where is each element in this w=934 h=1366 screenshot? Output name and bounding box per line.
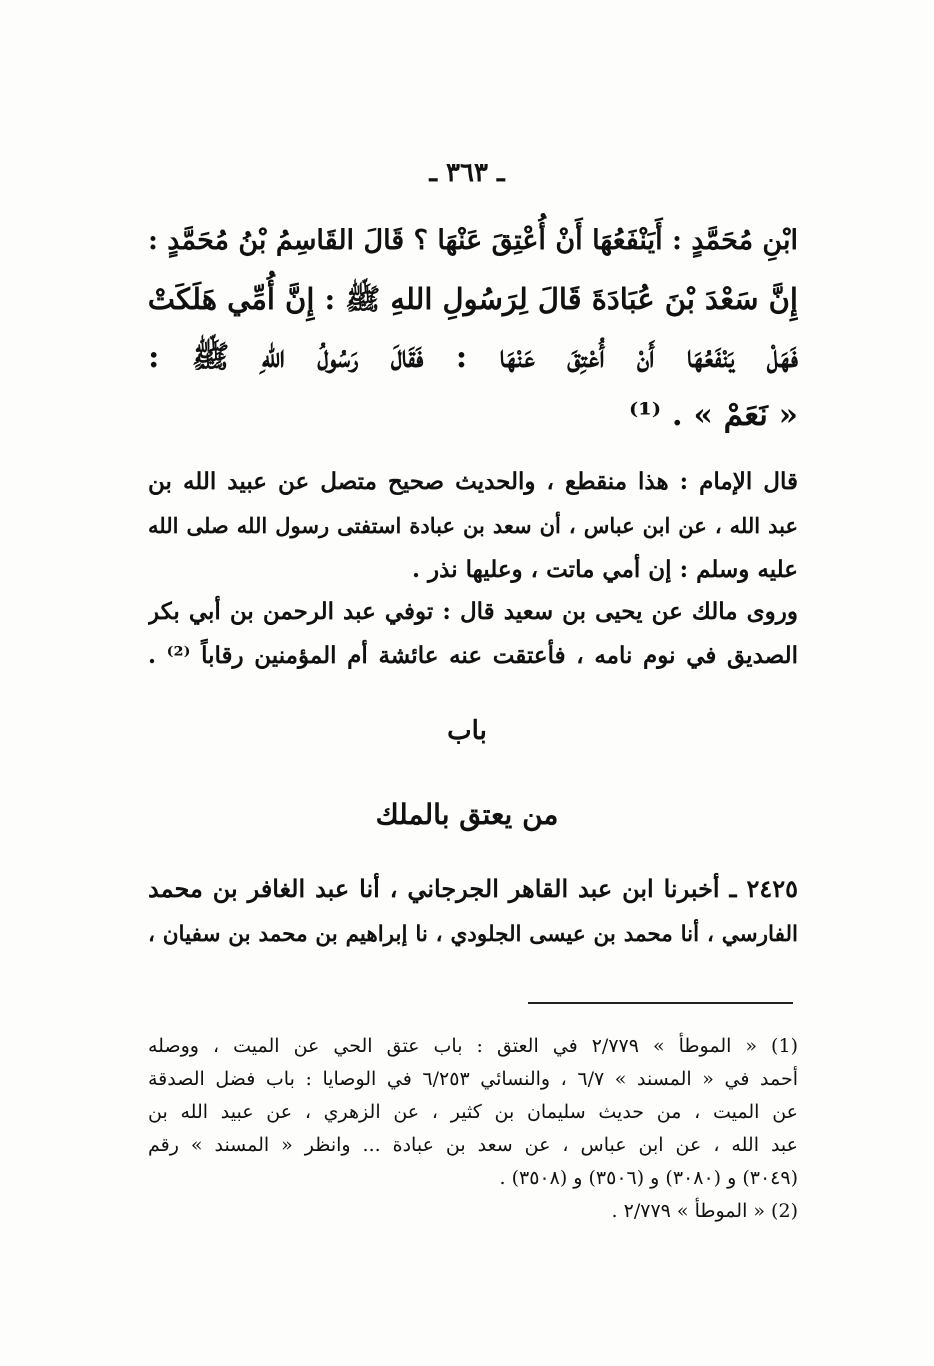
imam-comment-line: عليه وسلم : إن أمي ماتت ، وعليها نذر . [412, 556, 798, 583]
hadith-text [148, 212, 798, 444]
page-number: ـ ٣٦٣ ـ [429, 158, 505, 188]
imam-comment-line: عبد الله ، عن ابن عباس ، أن سعد بن عبادة استفتى رسول الله صلى الله [148, 513, 798, 538]
footnote-line: أحمد في « المسند » ٦/٧ ، والنسائي ٦/٢٥٣ في الوصايا : باب فضل الصدقة [148, 1068, 798, 1090]
chapter-title: من يعتق بالملك [375, 798, 559, 831]
malik-report-line: الصديق في نوم نامه ، فأعتقت عنه عائشة أم المؤمنين رقاباً ⁽²⁾ . [148, 642, 798, 669]
hadith-2425 [148, 866, 798, 958]
footnote-line: عن الميت ، من حديث سليمان بن كثير ، عن الزهري ، عن عبيد الله بن [148, 1101, 798, 1123]
hadith-2425-line: ٢٤٢٥ ـ أخبرنا ابن عبد القاهر الجرجاني ، أنا عبد الغافر بن محمد [148, 874, 798, 903]
malik-report [148, 590, 798, 678]
imam-comment [148, 460, 798, 592]
footnote-divider [528, 1002, 793, 1004]
malik-report-line: وروى مالك عن يحيى بن سعيد قال : توفي عبد الرحمن بن أبي بكر [148, 598, 798, 625]
hadith-line: « نَعَمْ » . ⁽¹⁾ [629, 397, 798, 433]
hadith-line: إِنَّ سَعْدَ بْنَ عُبَادَةَ قَالَ لِرَسُولِ اللهِ ﷺ : إِنَّ أُمِّي هَلَكَتْ [148, 282, 798, 316]
hadith-line: فَهَلْ يَنْفَعُهَا أَنْ أُعْتِقَ عَنْهَا : فَقَالَ رَسُولُ اللهِ ﷺ : [148, 339, 798, 375]
hadith-line: ابْنِ مُحَمَّدٍ : أَيَنْفَعُهَا أَنْ أُعْتِقَ عَنْهَا ؟ قَالَ القَاسِمُ بْنُ مُحَمَّدٍ : [148, 225, 798, 256]
footnote-line: (2) « الموطأ » ٢/٧٧٩ . [611, 1200, 798, 1222]
hadith-2425-line: الفارسي ، أنا محمد بن عيسى الجلودي ، نا إبراهيم بن محمد بن سفيان ، [148, 922, 798, 947]
chapter-heading: باب [447, 716, 487, 746]
footnote-line: عبد الله ، عن ابن عباس ، عن سعد بن عبادة ... وانظر « المسند » رقم [148, 1134, 798, 1156]
footnote-line: (1) « الموطأ » ٢/٧٧٩ في العتق : باب عتق الحي عن الميت ، ووصله [148, 1035, 798, 1057]
footnote-line: (٣٠٤٩) و (٣٠٨٠) و (٣٥٠٦) و (٣٥٠٨) . [499, 1167, 798, 1189]
imam-comment-line: قال الإمام : هذا منقطع ، والحديث صحيح متصل عن عبيد الله بن [148, 468, 798, 495]
footnotes [148, 1030, 798, 1228]
